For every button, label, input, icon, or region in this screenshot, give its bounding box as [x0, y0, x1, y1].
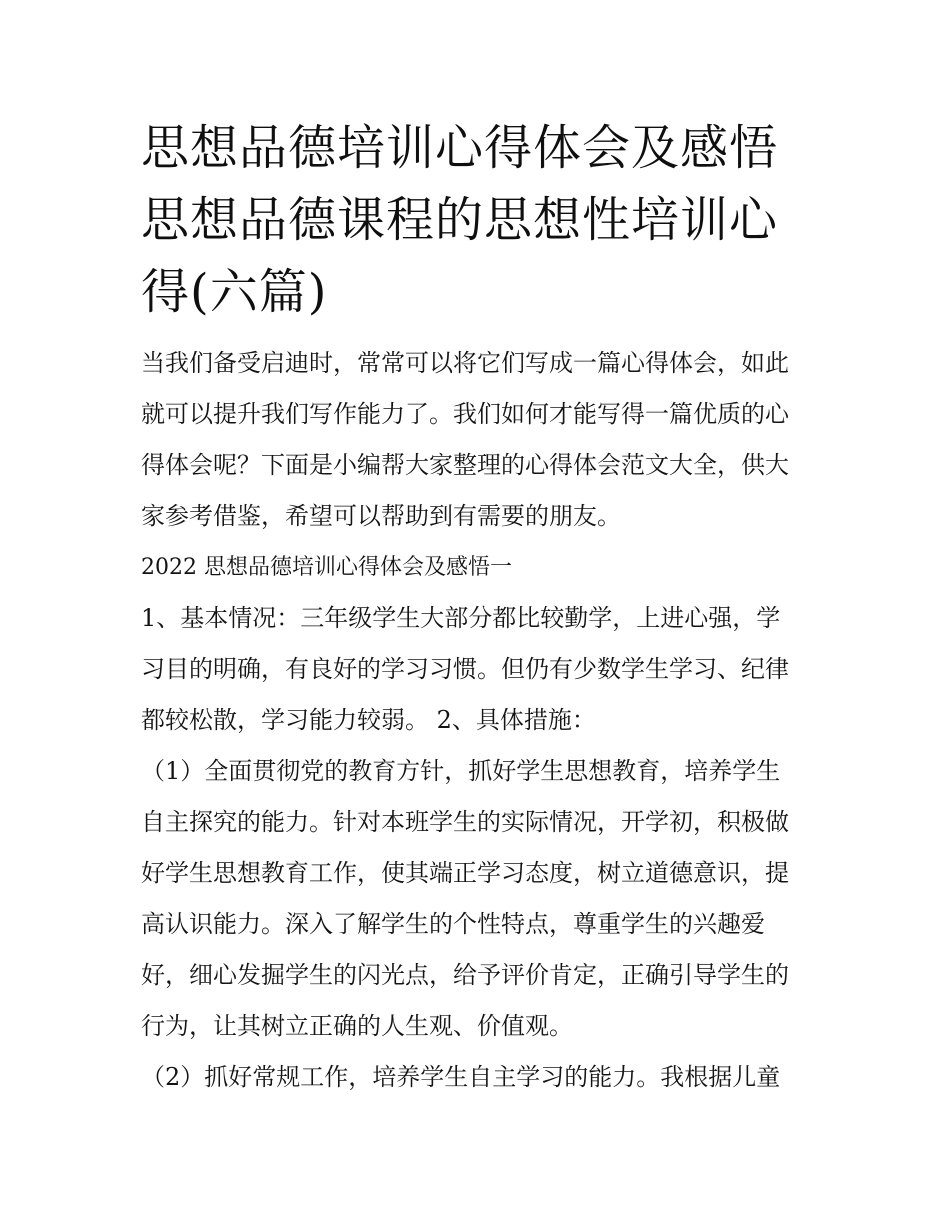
measure-one-paragraph — [141, 746, 821, 1052]
text-line: （2）抓好常规工作，培养学生自主学习的能力。我根据儿童 — [141, 1063, 781, 1091]
basic-situation-paragraph — [141, 593, 821, 746]
title-line: 思想品德培训心得体会及感悟 — [141, 120, 779, 176]
title-line: 得(六篇) — [141, 264, 328, 320]
document-page — [141, 112, 821, 1103]
intro-paragraph — [141, 338, 821, 542]
text-line: 行为，让其树立正确的人生观、价值观。 — [141, 1012, 573, 1040]
text-line: 就可以提升我们写作能力了。我们如何才能写得一篇优质的心 — [141, 400, 789, 428]
text-line: 当我们备受启迪时，常常可以将它们写成一篇心得体会，如此 — [141, 349, 789, 377]
title-line: 思想品德课程的思想性培训心 — [141, 192, 779, 248]
text-line: 好学生思想教育工作，使其端正学习态度，树立道德意识，提 — [141, 859, 789, 887]
text-line: 好，细心发掘学生的闪光点，给予评价肯定，正确引导学生的 — [141, 961, 789, 989]
text-line: 1、基本情况：三年级学生大部分都比较勤学，上进心强，学 — [141, 604, 781, 632]
section-heading: 2022 思想品德培训心得体会及感悟一 — [141, 555, 512, 580]
measure-two-paragraph — [141, 1052, 821, 1103]
text-line: 高认识能力。深入了解学生的个性特点，尊重学生的兴趣爱 — [141, 910, 765, 938]
text-line: 习目的明确，有良好的学习习惯。但仍有少数学生学习、纪律 — [141, 655, 789, 683]
text-line: 家参考借鉴，希望可以帮助到有需要的朋友。 — [141, 502, 621, 530]
text-line: （1）全面贯彻党的教育方针，抓好学生思想教育，培养学生 — [141, 757, 781, 785]
document-title — [141, 112, 821, 328]
text-line: 自主探究的能力。针对本班学生的实际情况，开学初，积极做 — [141, 808, 789, 836]
text-line: 得体会呢？下面是小编帮大家整理的心得体会范文大全，供大 — [141, 451, 789, 479]
text-line: 都较松散，学习能力较弱。 2、具体措施： — [141, 706, 596, 734]
